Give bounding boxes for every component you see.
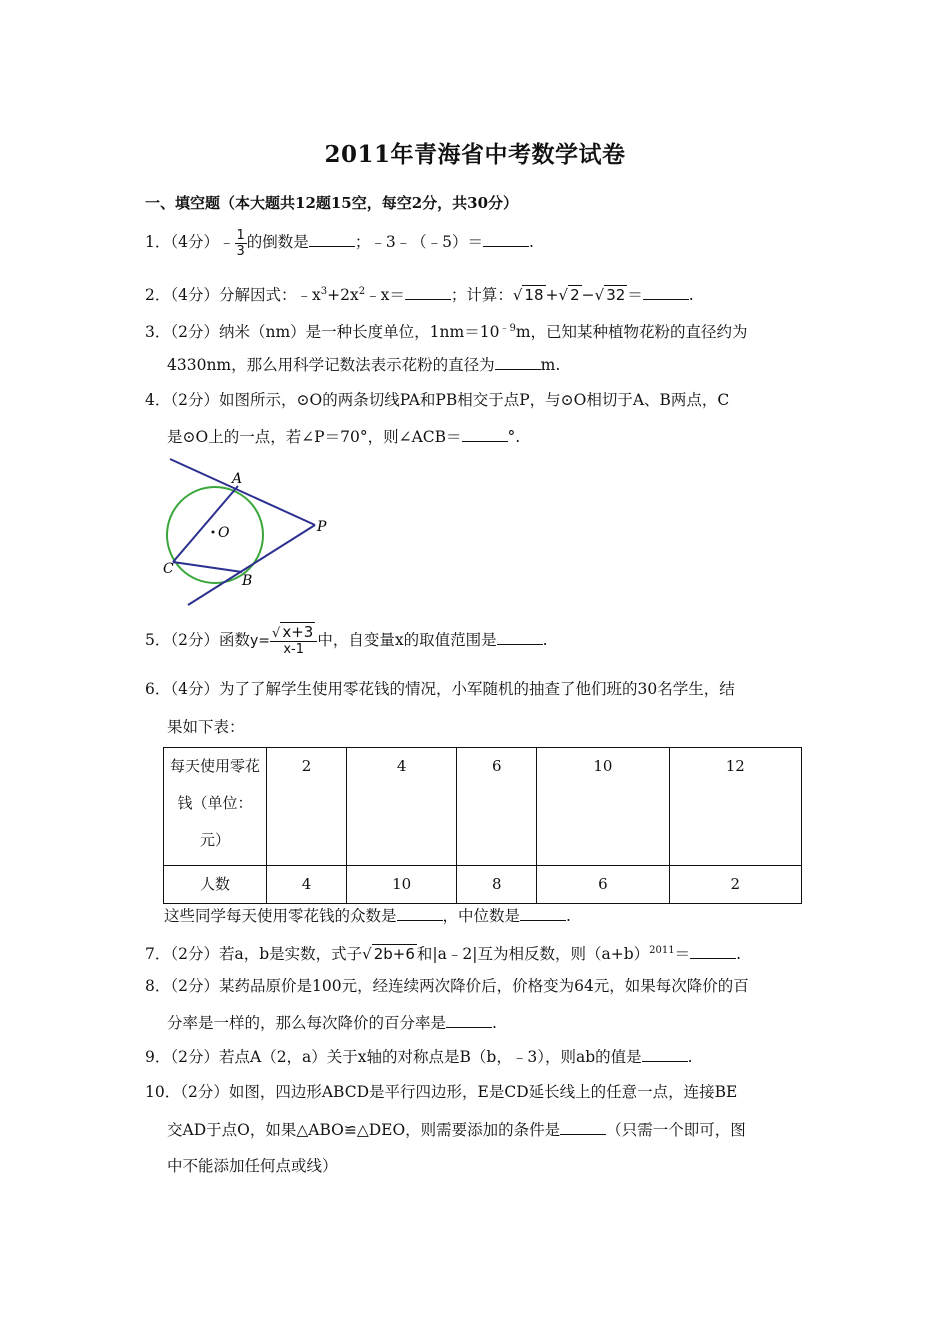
- label-c: C: [163, 561, 174, 577]
- table-cell: 8: [457, 866, 537, 904]
- question-3: 3．（2分）纳米（nm）是一种长度单位，$1nm=10^{﹣9}m$，已知某种植物花粉的直径约为: [145, 323, 748, 342]
- answer-blank[interactable]: [520, 906, 566, 921]
- answer-blank[interactable]: [643, 285, 689, 300]
- question-8: 8．（2分）某药品原价是100元，经连续两次降价后，价格变为64元，如果每次降价的百: [145, 977, 749, 995]
- label-o: O: [218, 525, 230, 541]
- answer-blank[interactable]: [495, 355, 541, 370]
- table-cell: 2: [669, 866, 801, 904]
- question-5: 5．（2分）函数y= $\frac{√ x+3}{x-1}$ 中，自变量x的取值范围是 .: [145, 623, 548, 657]
- segment-ac: [173, 486, 238, 562]
- answer-blank[interactable]: [690, 944, 736, 959]
- answer-blank[interactable]: [462, 427, 508, 442]
- question-7: 7．（2分）若a，b是实数，式子√ 2b+6 和|a﹣2|互为相反数，则$(a+b)^{2011}=$ .: [145, 933, 810, 972]
- question-10-cont2: 中不能添加任何点或线）: [167, 1157, 338, 1175]
- table-row: [164, 748, 802, 866]
- sqrt-32: √ 32: [594, 286, 626, 305]
- section-heading: 一、填空题（本大题共12题15空，每空2分，共30分）: [145, 194, 519, 212]
- table-cell: 4: [346, 748, 456, 866]
- label-p: P: [317, 519, 327, 535]
- answer-blank[interactable]: [309, 232, 355, 247]
- label-a: A: [232, 471, 243, 487]
- fraction-function: $\frac{√ x+3}{x-1}$: [270, 625, 317, 657]
- question-4: 4．（2分）如图所示，⊙O的两条切线PA和PB相交于点P，与⊙O相切于A、B两点，C: [145, 391, 730, 409]
- table-cell: 6: [537, 866, 669, 904]
- tangent-circle-figure: [160, 455, 340, 610]
- question-6-cont: 果如下表：: [167, 718, 245, 736]
- center-dot: [212, 531, 215, 534]
- question-10-cont: 交AD于点O，如果△ABO≌△DEO，则需要添加的条件是 （只需一个即可，图: [167, 1121, 746, 1139]
- table-cell: 12: [669, 748, 801, 866]
- table-cell: 2: [267, 748, 347, 866]
- table-cell: 4: [267, 866, 347, 904]
- question-10: 10．（2分）如图，四边形ABCD是平行四边形，E是CD延长线上的任意一点，连接BE: [145, 1083, 738, 1101]
- question-4-cont: 是⊙O上的一点，若∠P＝70°，则∠ACB＝ °.: [167, 428, 521, 446]
- table-cell: 10: [537, 748, 669, 866]
- table-cell: 每天使用零花 钱（单位： 元）: [164, 748, 267, 866]
- answer-blank[interactable]: [483, 232, 529, 247]
- answer-blank[interactable]: [397, 906, 443, 921]
- question-6: 6．（4分）为了了解学生使用零花钱的情况，小军随机的抽查了他们班的30名学生，结: [145, 680, 735, 698]
- question-9: 9．（2分）若点A（2，a）关于x轴的对称点是B（b，﹣3），则ab的值是 .: [145, 1048, 693, 1066]
- sqrt-2: √ 2: [558, 286, 580, 305]
- answer-blank[interactable]: [497, 630, 543, 645]
- answer-blank[interactable]: [642, 1047, 688, 1062]
- exam-title: 2011年青海省中考数学试卷: [324, 141, 626, 168]
- question-1: 1．（4分）﹣ $\frac{1}{3}$ 的倒数是 ；﹣3﹣（﹣5）＝ .: [145, 227, 534, 259]
- label-b: B: [242, 573, 253, 589]
- allowance-table: [163, 747, 802, 904]
- table-cell: 人数: [164, 866, 267, 904]
- question-8-cont: 分率是一样的，那么每次降价的百分率是 .: [167, 1014, 497, 1032]
- answer-blank[interactable]: [405, 285, 451, 300]
- question-6-after: 这些同学每天使用零花钱的众数是 ，中位数是 .: [164, 907, 571, 925]
- sqrt-18: √ 18: [512, 286, 544, 305]
- tangent-line-pb: [188, 525, 315, 605]
- table-cell: 10: [346, 866, 456, 904]
- question-2: 2．（4分）分解因式：$﹣x^3+2x^2﹣x=$ ；计算：√ 18 +√ 2 −√ 32 ＝ .: [145, 274, 810, 313]
- table-cell: 6: [457, 748, 537, 866]
- answer-blank[interactable]: [560, 1120, 606, 1135]
- question-3-cont: 4330nm，那么用科学记数法表示花粉的直径为 m.: [167, 356, 561, 374]
- sqrt-2b6: √ 2b+6: [362, 945, 415, 964]
- answer-blank[interactable]: [446, 1013, 492, 1028]
- fraction-one-third: $\frac{1}{3}$: [236, 227, 245, 259]
